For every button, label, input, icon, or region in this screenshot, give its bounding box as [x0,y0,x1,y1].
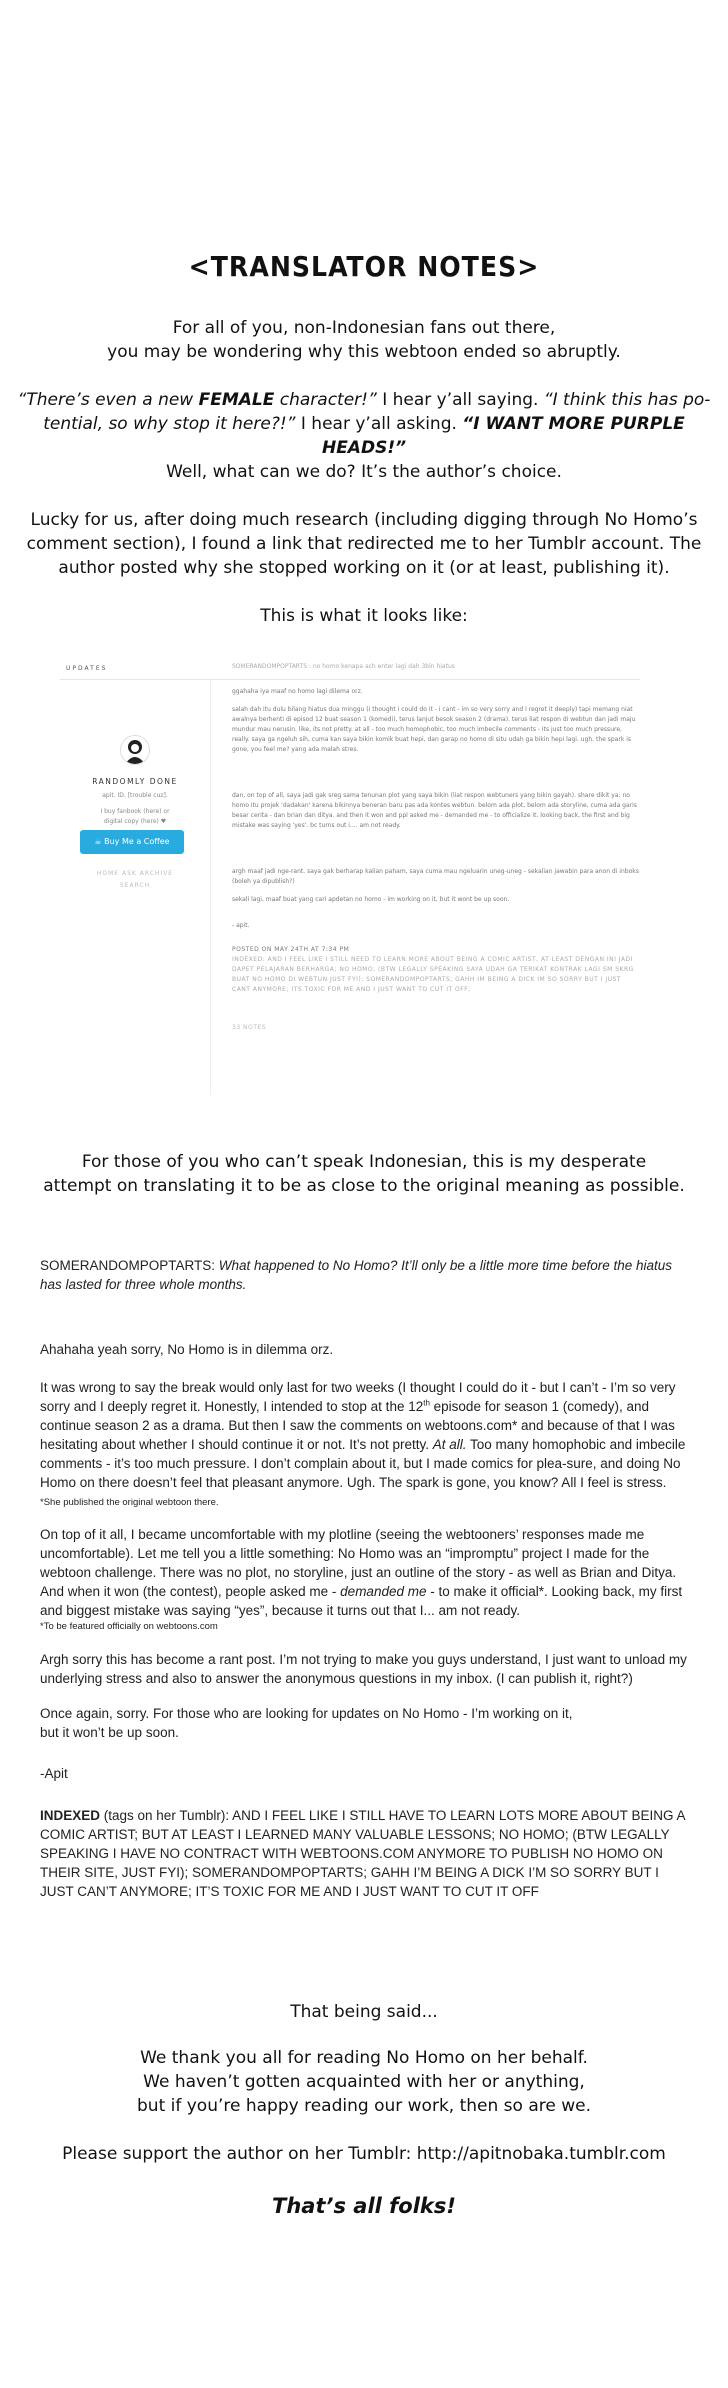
translation-p2 [40,1378,690,1492]
page-title: <TRANSLATOR NOTES> [188,250,540,283]
choice-line: Well, what can we do? It’s the author’s choice. [166,462,562,482]
tumblr-screenshot [60,655,660,1095]
tumblr-fanbook-link[interactable]: I buy fanbook (here) or [100,808,170,815]
tumblr-post-sign: - apit. [232,922,250,929]
translation-sign: -Apit [40,1766,68,1781]
translation-tags [40,1806,690,1901]
tumblr-post-p3: dan, on top of all, saya jadi gak sreg sama tenunan plot yang saya bikin (liat respon webtuners yang bikin gayah). share dikit ya: no homo itu projek 'dadakan' karena bikinnya beneran baru pas ada kontes webtun. belom ada plot, belom ada storyline, cuma ada garis besar cerita - dan brian dan ditya. and then it won and ppl asked me - demanded me - to officialize it. looking back, the first and big mistake was saying 'yes'. bc turns out i.... am not ready. [232,792,637,829]
closing-folks: That’s all folks! [272,2194,456,2218]
lucky-line-2: comment section), I found a link that redirected me to her Tumblr account. The [26,534,702,554]
footnote-2: *To be featured officially on webtoons.com [40,1621,218,1632]
coffee-label: Buy Me a Coffee [104,837,170,846]
lucky-line-3: author posted why she stopped working on it (or at least, publishing it). [58,558,670,578]
translation-p3 [40,1525,690,1620]
tumblr-post-p2: salah dah itu dulu bilang hiatus dua minggu (i thought i could do it - i cant - im so very sorry and i regret it deeply) tapi memang niat awalnya berhenti di episod 12 buat season 1 (komedi), terus lanjut besok season 2 (drama). terus liat respon di webtun dan jadi maju mundur mau nerusin. like, its not pretty. at all - too much homophobic, too much imbecile comments - its just too much pressure, really. saya ga ngeluh sih, cuma kan saya bikin komik buat hepi, dan garap no homo di situ udah ga bikin hepi lagi. ugh. the spark is gone, you feel me? yang ada malah stres. [232,706,636,753]
translation-p4: Argh sorry this has become a rant post. I’m not trying to make you guys understand, I just want to unload my underlying stress and also to answer the anonymous questions in my inbox. (I can publish it, right?) [40,1652,687,1686]
tumblr-digital-link[interactable]: digital copy (here) ♥ [103,818,167,825]
translate-intro-1: For those of you who can’t speak Indonesian, this is my desperate [81,1152,647,1172]
tumblr-header-divider [60,679,640,680]
intro-line-1: For all of you, non-Indonesian fans out there, [172,318,556,338]
quote-a: “There’s even a new [17,390,199,410]
p2-superscript: th [423,1398,430,1408]
tags-text: (tags on her Tumblr): AND I FEEL LIKE I STILL HAVE TO LEARN LOTS MORE ABOUT BEING A COMIC ARTIST; BUT AT LEAST I LEARNED MANY VALUABLE LESSONS; NO HOMO; (BTW LEGALLY SPEAKING I HAVE NO CONTRACT WITH WEBTOONS.COM ANYMORE TO PUBLISH NO HOMO ON THEIR SITE, JUST FYI); SOMERANDOMPOPTARTS; GAHH I’M BEING A DICK I’M SO SORRY BUT I JUST CAN’T ANYMORE; IT’S TOXIC FOR ME AND I JUST WANT TO CUT IT OFF [40,1808,685,1899]
p2-italic: At all. [432,1437,467,1452]
closing-thanks-3: but if you’re happy reading our work, then so are we. [137,2096,591,2116]
tumblr-search[interactable]: SEARCH [119,882,151,889]
tumblr-post-p5: sekali lagi, maaf buat yang cari apdetan no homo - im working on it, but it wont be up soon. [232,896,510,903]
looks-like-line: This is what it looks like: [260,606,468,626]
tumblr-blog-name: RANDOMLY DONE [92,777,178,786]
avatar-icon [121,736,149,764]
tags-label: INDEXED [40,1808,101,1823]
translate-intro-2: attempt on translating it to be as close to the original meaning as possible. [43,1176,685,1196]
quote-c: “I WANT MORE PURPLE HEADS!” [321,414,685,458]
translation-ask [40,1256,690,1294]
p3-part-b: - to make it official*. Looking back, my first and biggest mistake was saying “yes”, because it turns out that I... am not ready. [40,1584,683,1618]
tumblr-post-header: SOMERANDOMPOPTARTS : no homo kenapa ach enter lagi dah 3bln hiatus [232,663,455,670]
translation-p5a: Once again, sorry. For those who are looking for updates on No Homo - I’m working on it, [40,1706,573,1721]
buy-me-a-coffee-button[interactable] [80,830,184,854]
tumblr-notes[interactable]: 33 NOTES [232,1024,267,1031]
tumblr-post-p1: ggahaha iya maaf no homo lagi dilema orz. [232,688,363,695]
coffee-icon: ☕ [94,837,102,846]
intro-line-2: you may be wondering why this webtoon ended so abruptly. [107,342,621,362]
quote-line-1 [0,388,728,412]
p2-part-c: Too many homophobic and imbecile comments - it’s too much pressure. I don’t complain about it, but I made comics for plea-sure, and doing No Homo on there doesn’t feel that pleasant anymore. Ugh. The spark is gone, you know? All I feel is stress. [40,1437,686,1490]
quote-b-end: tential, so why stop it here?!” [43,414,296,434]
ask-text: What happened to No Homo? It’ll only be a little more time before the hiatus has lasted for three whole months. [40,1258,673,1292]
p3-part-a: On top of it all, I became uncomfortable with my plotline (seeing the webtooners’ responses made me uncomfortable). Let me tell you a little something: No Homo was an “impromptu” project I made for the webtoon challenge. There was no plot, no storyline, just an outline of the story - as well as Brian and Ditya. And when it won (the contest), people asked me - [40,1527,677,1599]
quote-b-start: “I think this has po- [543,390,711,410]
closing-thanks-1: We thank you all for reading No Homo on her behalf. [140,2048,588,2068]
tumblr-posted-on[interactable]: POSTED ON MAY 24TH AT 7:34 PM [232,946,350,953]
tumblr-subtitle: apit. ID. [trouble cuz]. [102,792,168,799]
translation-p1: Ahahaha yeah sorry, No Homo is in dilemma orz. [40,1342,334,1357]
lucky-line-1: Lucky for us, after doing much research (including digging through No Homo’s [30,510,698,530]
footnote-1: *She published the original webtoon there. [40,1497,219,1508]
avatar[interactable] [120,735,150,765]
closing-support: Please support the author on her Tumblr: http://apitnobaka.tumblr.com [62,2144,666,2164]
quote-a-bold: FEMALE [198,390,275,410]
quote-a-end: character!” [274,390,377,410]
tumblr-tags[interactable]: INDEXED: AND I FEEL LIKE I STILL NEED TO LEARN MORE ABOUT BEING A COMIC ARTIST, AT LEAST DENGAN INI JADI DAPET PELAJARAN BERHARGA; NO HOMO; (BTW LEGALLY SPEAKING SAYA UDAH GA TERIKAT KONTRAK LAGI SM SKRG BUAT NO HOMO DI WEBTUN JUST FYI); SOMERANDOMPOPTARTS; GAHH IM BEING A DICK IM SO SORRY BUT I JUST CANT ANYMORE; ITS TOXIC FOR ME AND I JUST WANT TO CUT IT OFF; [232,956,634,993]
p2-part-b: episode for season 1 (comedy), and continue season 2 as a drama. But then I saw the comments on webtoons.com* and because of that I was hesitating about whether I should continue it or not. It’s not pretty. [40,1399,675,1452]
tumblr-updates-link[interactable]: UPDATES [66,665,108,672]
p2-part-a: It was wrong to say the break would only last for two weeks (I thought I could do it - but I can’t - I’m so very sorry and I deeply regret it. Honestly, I intended to stop at the 12 [40,1380,676,1414]
closing-thanks-2: We haven’t gotten acquainted with her or anything, [143,2072,585,2092]
quote-line-2 [0,412,728,460]
tumblr-column-divider [210,679,211,1095]
p3-italic: demanded me [340,1584,427,1599]
tumblr-post-p4: argh maaf jadi nge-rant. saya gak berharap kalian paham, saya cuma mau ngeluarin uneg-uneg - sekalian jawabin para anon di inboks (boleh ya dipublish?) [232,868,639,885]
closing-said: That being said... [290,2002,438,2022]
tumblr-nav[interactable]: HOME ASK ARCHIVE [96,870,174,877]
quote-a-says: I hear y’all saying. [376,390,544,410]
ask-name: SOMERANDOMPOPTARTS: [40,1258,219,1273]
quote-b-asks: I hear y’all asking. [295,414,463,434]
translation-p5b: but it won’t be up soon. [40,1725,179,1740]
